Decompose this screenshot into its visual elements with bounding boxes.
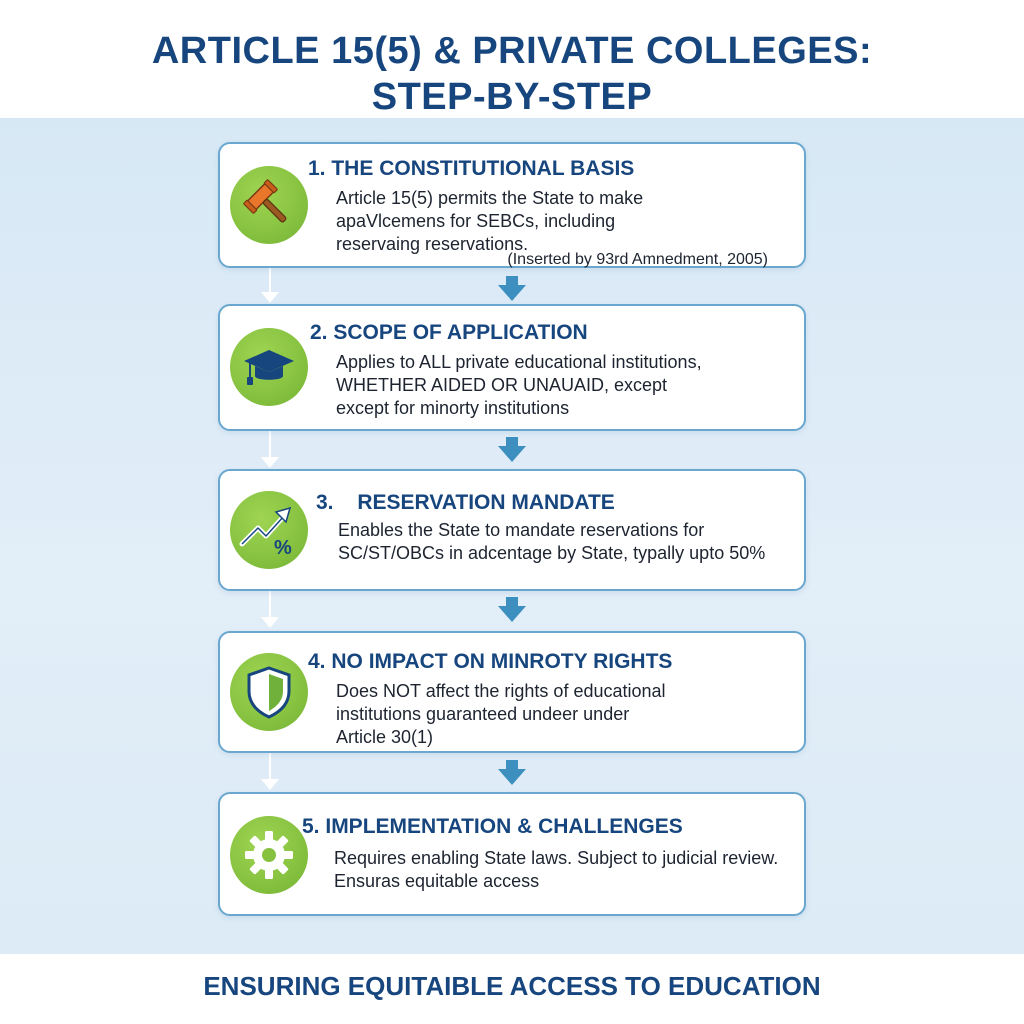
- page-title: [0, 28, 1024, 120]
- step-1-body-line: apaVlcemens for SEBCs, including: [336, 211, 616, 231]
- step-3-body-line: SC/ST/OBCs in adcentage by State, typally upto 50%: [338, 543, 766, 563]
- step-1-body-line: Article 15(5) permits the State to make: [336, 188, 644, 208]
- step-4-number: 4.: [308, 650, 326, 673]
- step-card-3: [218, 469, 806, 591]
- step-3-icon-circle: [230, 491, 308, 569]
- step-5-body-line: Requires enabling State laws. Subject to judicial review.: [334, 848, 779, 868]
- step-5-icon-circle: [230, 816, 308, 894]
- step-1-number: 1.: [308, 157, 326, 180]
- title-line-2: STEP-BY-STEP: [371, 76, 653, 118]
- step-2-body-line: Applies to ALL private educational institutions,: [336, 352, 702, 372]
- title-line-1: ARTICLE 15(5) & PRIVATE COLLEGES:: [151, 30, 873, 72]
- step-4-title: NO IMPACT ON MINROTY RIGHTS: [331, 650, 673, 673]
- gear-icon: [242, 828, 296, 882]
- step-card-2: [218, 304, 806, 431]
- step-2-body-line: except for minorty institutions: [336, 398, 570, 418]
- connector-arrowhead-2: [261, 457, 279, 468]
- step-card-1: [218, 142, 806, 268]
- step-5-body: [334, 847, 778, 893]
- connector-line-2: [269, 431, 271, 459]
- step-3-body: [338, 519, 765, 565]
- step-card-5: [218, 792, 806, 916]
- connector-line-3: [269, 591, 271, 619]
- step-4-body-line: Article 30(1): [336, 727, 434, 747]
- step-1-body: [336, 187, 643, 256]
- connector-line-1: [269, 268, 271, 294]
- step-4-body-line: institutions guaranteed undeer under: [336, 704, 630, 724]
- step-2-number: 2.: [310, 321, 328, 344]
- step-card-4: [218, 631, 806, 753]
- connector-arrowhead-1: [261, 292, 279, 303]
- step-4-body-line: Does NOT affect the rights of educational: [336, 681, 666, 701]
- connector-arrowhead-4: [261, 779, 279, 790]
- step-3-body-line: Enables the State to mandate reservations for: [338, 520, 705, 540]
- step-1-title: THE CONSTITUTIONAL BASIS: [331, 157, 635, 180]
- step-2-body: [336, 351, 702, 420]
- step-4-icon-circle: [230, 653, 308, 731]
- step-2-title: SCOPE OF APPLICATION: [333, 321, 588, 344]
- connector-line-4: [269, 753, 271, 781]
- step-2-icon-circle: [230, 328, 308, 406]
- down-arrow-3: [497, 597, 527, 623]
- svg-text:%: %: [274, 537, 292, 558]
- down-arrow-4: [497, 760, 527, 786]
- gavel-icon: [241, 177, 297, 233]
- step-5-body-line: Ensuras equitable access: [334, 871, 540, 891]
- down-arrow-2: [497, 437, 527, 463]
- step-2-heading: [310, 321, 588, 345]
- footer-tagline: ENSURING EQUITAIBLE ACCESS TO EDUCATION: [203, 971, 821, 1001]
- step-1-icon-circle: [230, 166, 308, 244]
- step-3-number: 3.: [316, 491, 334, 514]
- step-2-body-line: WHETHER AIDED OR UNAUAID, except: [336, 375, 668, 395]
- connector-arrowhead-3: [261, 617, 279, 628]
- percentage-trend-icon: [238, 502, 300, 558]
- step-1-heading: [308, 157, 634, 181]
- step-4-body: [336, 680, 666, 749]
- graduation-cap-icon: [240, 338, 298, 396]
- step-5-number: 5.: [302, 815, 320, 838]
- step-1-note: (Inserted by 93rd Amnedment, 2005): [507, 251, 768, 268]
- shield-icon: [244, 664, 294, 720]
- step-5-heading: [302, 815, 683, 839]
- step-4-heading: [308, 650, 672, 674]
- step-1-body-line: reservaing reservations.: [336, 234, 529, 254]
- step-3-title: RESERVATION MANDATE: [357, 491, 615, 514]
- down-arrow-1: [497, 276, 527, 302]
- step-3-heading: [316, 491, 615, 515]
- step-5-title: IMPLEMENTATION & CHALLENGES: [325, 815, 683, 838]
